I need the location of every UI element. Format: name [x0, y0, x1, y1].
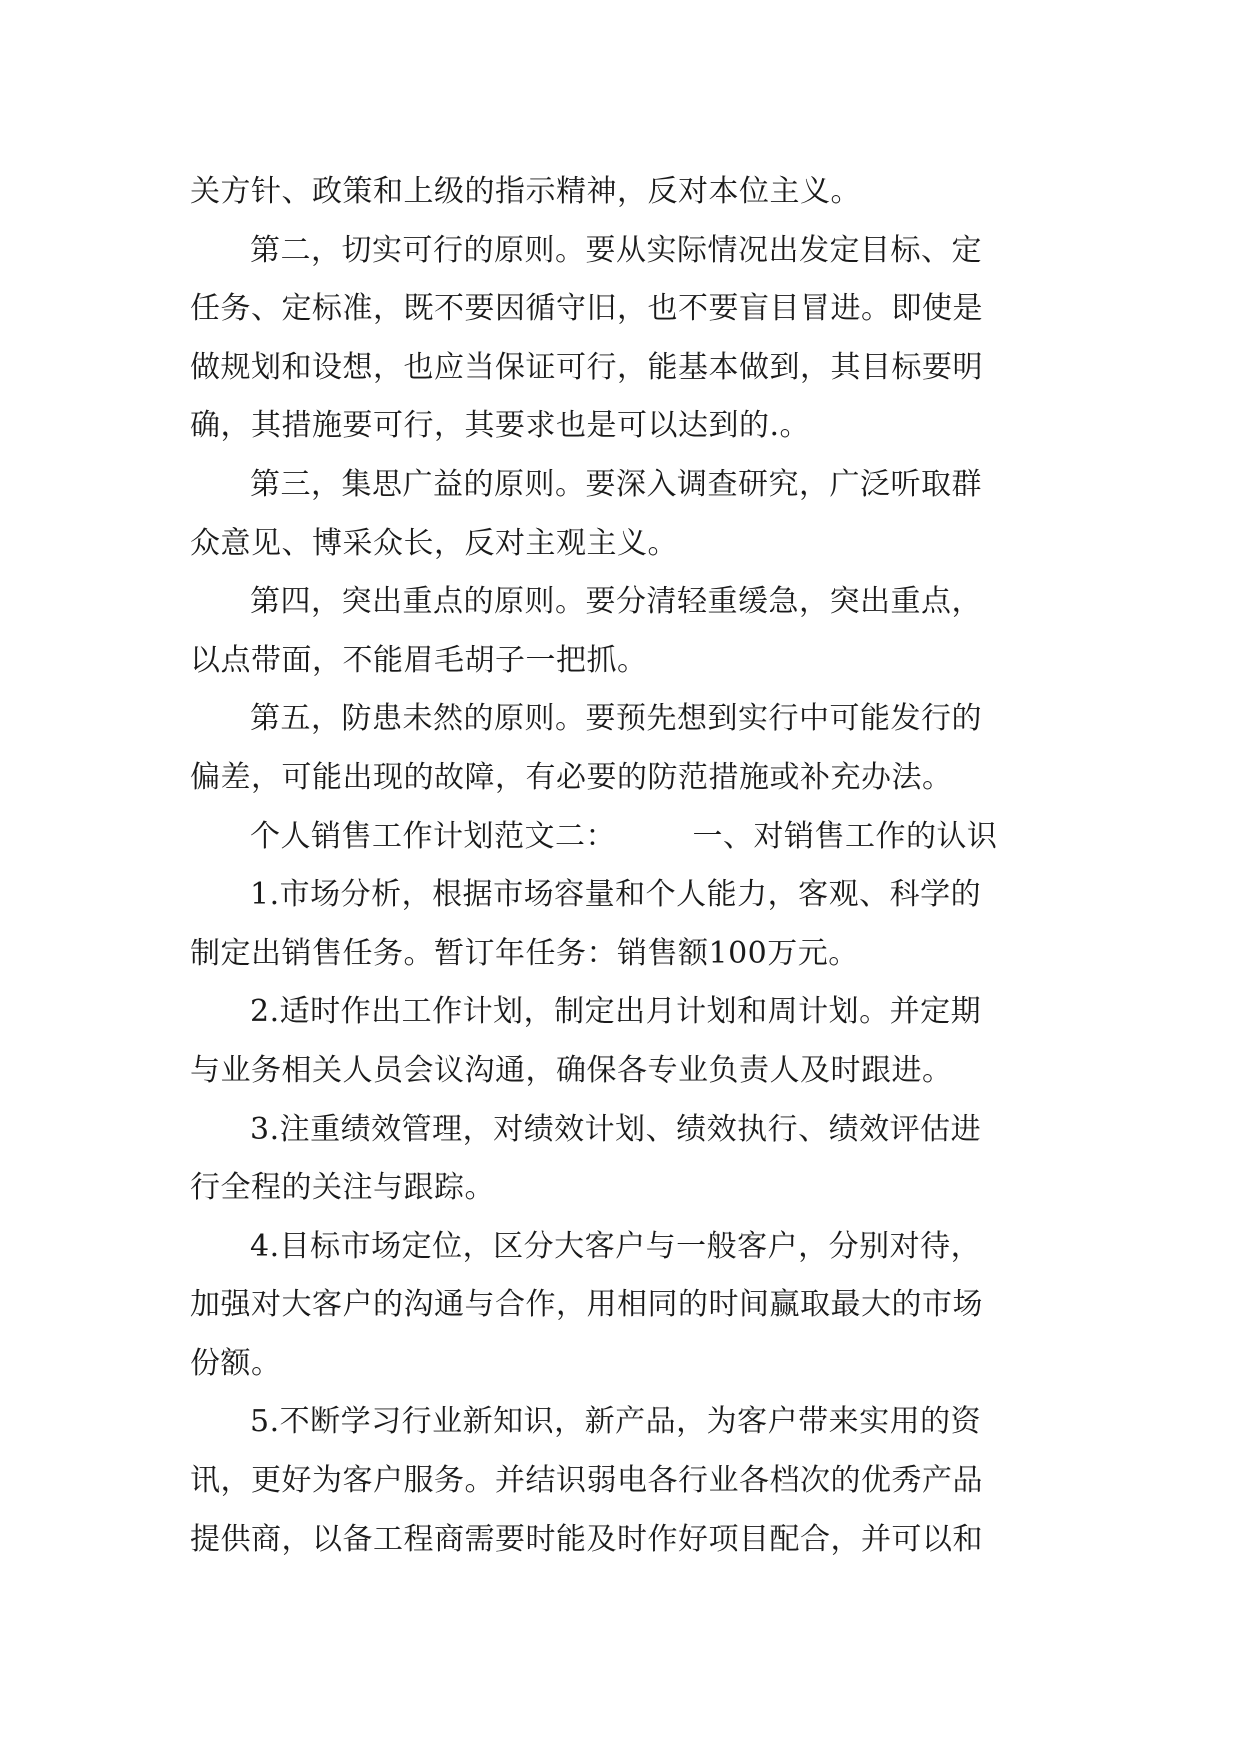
text-line: 1.市场分析，根据市场容量和个人能力，客观、科学的 [250, 877, 982, 913]
text-line: 第三，集思广益的原则。要深入调查研究，广泛听取群 [250, 466, 982, 502]
text-line: 与业务相关人员会议沟通，确保各专业负责人及时跟进。 [190, 1052, 953, 1088]
text-line: 讯，更好为客户服务。并结识弱电各行业各档次的优秀产品 [190, 1463, 983, 1499]
text-line: 确，其措施要可行，其要求也是可以达到的.。 [190, 408, 811, 444]
text-line: 3.注重绩效管理，对绩效计划、绩效执行、绩效评估进 [250, 1111, 982, 1147]
text-line: 提供商，以备工程商需要时能及时作好项目配合，并可以和 [190, 1521, 983, 1557]
text-line: 份额。 [190, 1345, 282, 1381]
text-line: 以点带面，不能眉毛胡子一把抓。 [190, 642, 648, 678]
text-line: 个人销售工作计划范文二： 一、对销售工作的认识 [250, 818, 998, 854]
text-line: 行全程的关注与跟踪。 [190, 1170, 495, 1206]
text-line: 任务、定标准，既不要因循守旧，也不要盲目冒进。即使是 [190, 291, 983, 327]
document-body [190, 163, 1060, 1569]
text-line: 关方针、政策和上级的指示精神，反对本位主义。 [190, 174, 861, 209]
text-line: 加强对大客户的沟通与合作，用相同的时间赢取最大的市场 [190, 1287, 983, 1323]
text-line: 做规划和设想，也应当保证可行，能基本做到，其目标要明 [190, 349, 983, 385]
text-line: 第二，切实可行的原则。要从实际情况出发定目标、定 [250, 232, 982, 268]
text-line: 制定出销售任务。暂订年任务：销售额100万元。 [190, 935, 859, 971]
text-line: 5.不断学习行业新知识，新产品，为客户带来实用的资 [250, 1404, 982, 1440]
text-line: 2.适时作出工作计划，制定出月计划和周计划。并定期 [250, 994, 982, 1030]
text-line: 众意见、博采众长，反对主观主义。 [190, 525, 678, 561]
text-line: 偏差，可能出现的故障，有必要的防范措施或补充办法。 [190, 759, 953, 795]
text-line: 4.目标市场定位，区分大客户与一般客户，分别对待， [250, 1228, 982, 1264]
text-line: 第五，防患未然的原则。要预先想到实行中可能发行的 [250, 701, 982, 737]
text-line: 第四，突出重点的原则。要分清轻重缓急，突出重点， [250, 584, 982, 620]
